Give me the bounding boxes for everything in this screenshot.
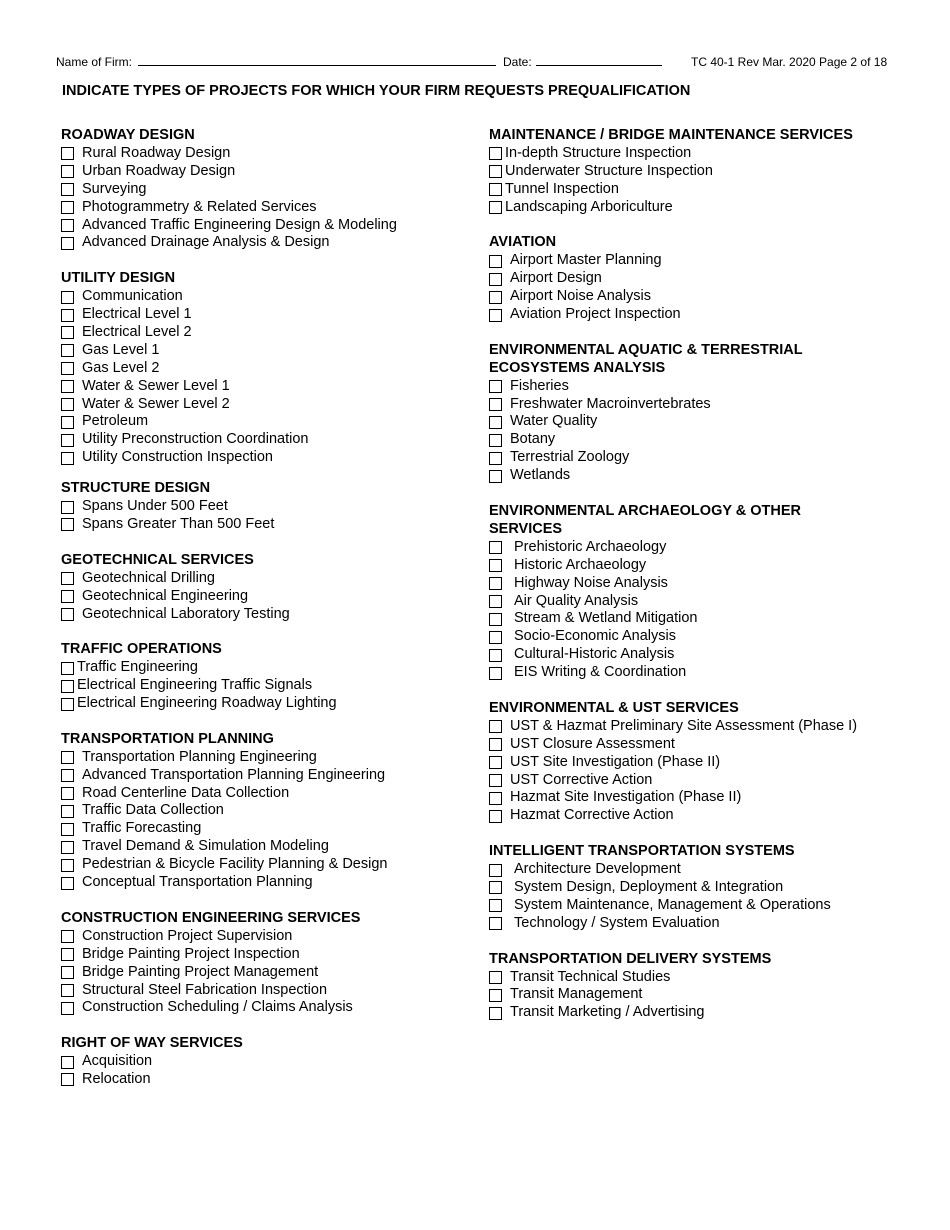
checkbox[interactable] bbox=[489, 577, 502, 590]
checkbox-item-bridge-painting-project-inspection[interactable] bbox=[61, 946, 481, 964]
checkbox-label: Freshwater Macroinvertebrates bbox=[510, 395, 711, 412]
checkbox[interactable] bbox=[61, 877, 74, 890]
checkbox[interactable] bbox=[489, 201, 502, 214]
section-structure-design bbox=[61, 480, 481, 534]
checkbox-item-urban-roadway-design[interactable] bbox=[61, 163, 481, 181]
checkbox[interactable] bbox=[489, 595, 502, 608]
checkbox-item-historic-archaeology[interactable] bbox=[489, 557, 934, 575]
checkbox[interactable] bbox=[61, 1002, 74, 1015]
checkbox[interactable] bbox=[61, 344, 74, 357]
checkbox-item-construction-scheduling-claims-analysis[interactable] bbox=[61, 999, 481, 1017]
checkbox[interactable] bbox=[489, 183, 502, 196]
checkbox-item-rural-roadway-design[interactable] bbox=[61, 145, 481, 163]
checkbox-item-pedestrian-and-bicycle-facility-planning-and-design[interactable] bbox=[61, 856, 481, 874]
checkbox-label: Utility Preconstruction Coordination bbox=[82, 431, 309, 448]
checkbox[interactable] bbox=[61, 398, 74, 411]
checkbox-label: Geotechnical Laboratory Testing bbox=[82, 605, 290, 622]
checkbox[interactable] bbox=[489, 649, 502, 662]
checkbox[interactable] bbox=[489, 756, 502, 769]
section-environmental-and-ust-services bbox=[489, 700, 934, 825]
checkbox-item-cultural-historic-analysis[interactable] bbox=[489, 646, 934, 664]
date-label: Date: bbox=[503, 55, 532, 69]
checkbox-item-underwater-structure-inspection[interactable] bbox=[489, 163, 934, 181]
checkbox[interactable] bbox=[61, 680, 74, 693]
checkbox[interactable] bbox=[489, 899, 502, 912]
checkbox-item-structural-steel-fabrication-inspection[interactable] bbox=[61, 982, 481, 1000]
checkbox-label: Gas Level 1 bbox=[82, 341, 160, 358]
checkbox-item-ust-closure-assessment[interactable] bbox=[489, 736, 934, 754]
checkbox-label: Geotechnical Engineering bbox=[82, 587, 249, 604]
section-environmental-archaeology-and-other-services bbox=[489, 503, 934, 682]
checkbox-label: Spans Greater Than 500 Feet bbox=[82, 516, 275, 533]
checkbox-label: Bridge Painting Project Management bbox=[82, 963, 319, 980]
checkbox-label: System Design, Deployment & Integration bbox=[514, 878, 784, 895]
checkbox-label: Electrical Level 1 bbox=[82, 306, 192, 323]
checkbox-label: Transit Management bbox=[510, 986, 643, 1003]
checkbox[interactable] bbox=[489, 452, 502, 465]
checkbox-item-utility-construction-inspection[interactable] bbox=[61, 449, 481, 467]
section-title: INTELLIGENT TRANSPORTATION SYSTEMS bbox=[489, 843, 795, 860]
checkbox-label: Construction Scheduling / Claims Analysis bbox=[82, 999, 353, 1016]
section-geotechnical-services bbox=[61, 552, 481, 624]
checkbox-item-ust-and-hazmat-preliminary-site-assessment-phase-i[interactable] bbox=[489, 718, 934, 736]
checkbox-item-ust-corrective-action[interactable] bbox=[489, 772, 934, 790]
section-title: TRAFFIC OPERATIONS bbox=[61, 641, 222, 658]
checkbox[interactable] bbox=[61, 201, 74, 214]
section-construction-engineering-services bbox=[61, 910, 481, 1017]
checkbox-label: Traffic Forecasting bbox=[82, 820, 202, 837]
checkbox-item-water-quality[interactable] bbox=[489, 413, 934, 431]
checkbox-item-geotechnical-drilling[interactable] bbox=[61, 570, 481, 588]
checkbox-label: Traffic Data Collection bbox=[82, 802, 224, 819]
checkbox[interactable] bbox=[61, 165, 74, 178]
checkbox-item-transit-marketing-advertising[interactable] bbox=[489, 1004, 934, 1022]
section-maintenance-bridge-maintenance-services bbox=[489, 127, 934, 217]
checkbox-label: Conceptual Transportation Planning bbox=[82, 874, 313, 891]
checkbox-label: Water & Sewer Level 2 bbox=[82, 395, 230, 412]
checkbox[interactable] bbox=[61, 930, 74, 943]
checkbox[interactable] bbox=[61, 237, 74, 250]
checkbox-label: Acquisition bbox=[82, 1053, 153, 1070]
checkbox-label: In-depth Structure Inspection bbox=[505, 144, 692, 161]
checkbox-item-road-centerline-data-collection[interactable] bbox=[61, 785, 481, 803]
checkbox-label: Surveying bbox=[82, 180, 147, 197]
checkbox-label: Advanced Traffic Engineering Design & Modeling bbox=[82, 216, 397, 233]
checkbox[interactable] bbox=[489, 398, 502, 411]
checkbox-item-tunnel-inspection[interactable] bbox=[489, 181, 934, 199]
section-utility-design bbox=[61, 270, 481, 467]
checkbox[interactable] bbox=[61, 787, 74, 800]
checkbox-label: Architecture Development bbox=[514, 861, 681, 878]
section-title: ENVIRONMENTAL AQUATIC & TERRESTRIAL ECOSYSTEMS ANALYSIS bbox=[489, 341, 803, 376]
checkbox-item-gas-level-2[interactable] bbox=[61, 360, 481, 378]
checkbox-item-system-maintenance-management-and-operations[interactable] bbox=[489, 897, 934, 915]
checkbox[interactable] bbox=[489, 273, 502, 286]
checkbox-item-utility-preconstruction-coordination[interactable] bbox=[61, 431, 481, 449]
checkbox-label: UST Corrective Action bbox=[510, 771, 653, 788]
checkbox[interactable] bbox=[489, 631, 502, 644]
checkbox[interactable] bbox=[61, 608, 74, 621]
checkbox-item-transit-technical-studies[interactable] bbox=[489, 969, 934, 987]
checkbox-label: Technology / System Evaluation bbox=[514, 914, 720, 931]
checkbox-label: Road Centerline Data Collection bbox=[82, 784, 290, 801]
checkbox-label: Tunnel Inspection bbox=[505, 180, 619, 197]
checkbox[interactable] bbox=[489, 864, 502, 877]
checkbox-label: Photogrammetry & Related Services bbox=[82, 198, 317, 215]
checkbox[interactable] bbox=[61, 147, 74, 160]
checkbox-label: Construction Project Supervision bbox=[82, 927, 293, 944]
checkbox-label: Structural Steel Fabrication Inspection bbox=[82, 981, 328, 998]
checkbox-label: Hazmat Corrective Action bbox=[510, 807, 674, 824]
checkbox-item-ust-site-investigation-phase-ii[interactable] bbox=[489, 754, 934, 772]
checkbox-label: System Maintenance, Management & Operations bbox=[514, 896, 831, 913]
section-title: TRANSPORTATION DELIVERY SYSTEMS bbox=[489, 950, 772, 967]
checkbox-label: Bridge Painting Project Inspection bbox=[82, 945, 300, 962]
checkbox-label: Electrical Level 2 bbox=[82, 323, 192, 340]
checkbox-label: Advanced Drainage Analysis & Design bbox=[82, 234, 330, 251]
checkbox-item-system-design-deployment-and-integration[interactable] bbox=[489, 879, 934, 897]
checkbox-item-freshwater-macroinvertebrates[interactable] bbox=[489, 396, 934, 414]
checkbox-label: Hazmat Site Investigation (Phase II) bbox=[510, 789, 742, 806]
checkbox[interactable] bbox=[61, 1073, 74, 1086]
checkbox[interactable] bbox=[61, 309, 74, 322]
checkbox[interactable] bbox=[489, 309, 502, 322]
checkbox-label: UST & Hazmat Preliminary Site Assessment (Phase I) bbox=[510, 717, 858, 734]
checkbox-label: Utility Construction Inspection bbox=[82, 449, 273, 466]
checkbox-item-aviation-project-inspection[interactable] bbox=[489, 306, 934, 324]
checkbox-item-landscaping-arboriculture[interactable] bbox=[489, 199, 934, 217]
checkbox[interactable] bbox=[489, 774, 502, 787]
checkbox-label: Geotechnical Drilling bbox=[82, 569, 215, 586]
checkbox[interactable] bbox=[61, 416, 74, 429]
checkbox[interactable] bbox=[61, 219, 74, 232]
checkbox-item-fisheries[interactable] bbox=[489, 378, 934, 396]
section-roadway-design bbox=[61, 127, 481, 252]
checkbox-label: UST Site Investigation (Phase II) bbox=[510, 753, 721, 770]
checkbox[interactable] bbox=[61, 698, 74, 711]
left-column bbox=[61, 127, 481, 1107]
section-title: ENVIRONMENTAL ARCHAEOLOGY & OTHER SERVICES bbox=[489, 502, 802, 537]
checkbox-item-water-and-sewer-level-1[interactable] bbox=[61, 378, 481, 396]
checkbox-label: Historic Archaeology bbox=[514, 556, 647, 573]
checkbox[interactable] bbox=[489, 291, 502, 304]
checkbox-label: Cultural-Historic Analysis bbox=[514, 646, 675, 663]
checkbox-item-geotechnical-laboratory-testing[interactable] bbox=[61, 606, 481, 624]
section-aviation bbox=[489, 234, 934, 324]
checkbox[interactable] bbox=[61, 501, 74, 514]
checkbox[interactable] bbox=[61, 183, 74, 196]
checkbox-label: Electrical Engineering Roadway Lighting bbox=[77, 695, 337, 712]
section-title: ROADWAY DESIGN bbox=[61, 127, 195, 143]
checkbox-item-in-depth-structure-inspection[interactable] bbox=[489, 145, 934, 163]
section-right-of-way-services bbox=[61, 1035, 481, 1089]
section-title: GEOTECHNICAL SERVICES bbox=[61, 551, 254, 568]
checkbox-item-geotechnical-engineering[interactable] bbox=[61, 588, 481, 606]
checkbox[interactable] bbox=[489, 380, 502, 393]
checkbox[interactable] bbox=[489, 165, 502, 178]
checkbox-label: Terrestrial Zoology bbox=[510, 449, 630, 466]
checkbox-label: Highway Noise Analysis bbox=[514, 574, 668, 591]
checkbox-item-advanced-transportation-planning-engineering[interactable] bbox=[61, 767, 481, 785]
checkbox[interactable] bbox=[489, 434, 502, 447]
section-traffic-operations bbox=[61, 641, 481, 713]
checkbox[interactable] bbox=[61, 434, 74, 447]
checkbox-item-eis-writing-and-coordination[interactable] bbox=[489, 664, 934, 682]
checkbox[interactable] bbox=[489, 559, 502, 572]
checkbox-label: Underwater Structure Inspection bbox=[505, 162, 713, 179]
section-title: TRANSPORTATION PLANNING bbox=[61, 730, 274, 747]
page-title: INDICATE TYPES OF PROJECTS FOR WHICH YOUR FIRM REQUESTS PREQUALIFICATION bbox=[62, 83, 691, 99]
checkbox[interactable] bbox=[61, 823, 74, 836]
checkbox-item-traffic-forecasting[interactable] bbox=[61, 820, 481, 838]
checkbox[interactable] bbox=[61, 380, 74, 393]
section-title: MAINTENANCE / BRIDGE MAINTENANCE SERVICES bbox=[489, 127, 853, 143]
section-transportation-delivery-systems bbox=[489, 951, 934, 1023]
checkbox-label: UST Closure Assessment bbox=[510, 735, 675, 752]
checkbox-item-construction-project-supervision[interactable] bbox=[61, 928, 481, 946]
checkbox[interactable] bbox=[489, 989, 502, 1002]
checkbox-label: Transportation Planning Engineering bbox=[82, 748, 317, 765]
checkbox-item-transit-management[interactable] bbox=[489, 986, 934, 1004]
checkbox-item-highway-noise-analysis[interactable] bbox=[489, 575, 934, 593]
checkbox[interactable] bbox=[61, 518, 74, 531]
checkbox[interactable] bbox=[61, 859, 74, 872]
checkbox-item-hazmat-site-investigation-phase-ii[interactable] bbox=[489, 789, 934, 807]
checkbox[interactable] bbox=[489, 917, 502, 930]
section-title: RIGHT OF WAY SERVICES bbox=[61, 1035, 243, 1052]
checkbox-item-socio-economic-analysis[interactable] bbox=[489, 628, 934, 646]
checkbox-label: Water & Sewer Level 1 bbox=[82, 377, 230, 394]
checkbox[interactable] bbox=[61, 948, 74, 961]
checkbox[interactable] bbox=[489, 1007, 502, 1020]
checkbox-label: Pedestrian & Bicycle Facility Planning & Design bbox=[82, 856, 388, 873]
checkbox-label: Socio-Economic Analysis bbox=[514, 628, 676, 645]
section-title: AVIATION bbox=[489, 234, 557, 251]
checkbox-item-relocation[interactable] bbox=[61, 1071, 481, 1089]
checkbox-item-electrical-level-2[interactable] bbox=[61, 324, 481, 342]
right-column bbox=[489, 127, 934, 1040]
checkbox-item-hazmat-corrective-action[interactable] bbox=[489, 807, 934, 825]
checkbox[interactable] bbox=[489, 541, 502, 554]
checkbox-label: Air Quality Analysis bbox=[514, 592, 639, 609]
checkbox[interactable] bbox=[61, 326, 74, 339]
checkbox[interactable] bbox=[489, 613, 502, 626]
checkbox-label: Water Quality bbox=[510, 413, 598, 430]
checkbox-label: Communication bbox=[82, 288, 183, 305]
checkbox[interactable] bbox=[61, 291, 74, 304]
checkbox-item-advanced-drainage-analysis-and-design[interactable] bbox=[61, 234, 481, 252]
section-title: ENVIRONMENTAL & UST SERVICES bbox=[489, 699, 739, 716]
checkbox-item-stream-and-wetland-mitigation[interactable] bbox=[489, 610, 934, 628]
checkbox[interactable] bbox=[61, 769, 74, 782]
checkbox[interactable] bbox=[489, 255, 502, 268]
section-transportation-planning bbox=[61, 731, 481, 892]
checkbox-item-traffic-data-collection[interactable] bbox=[61, 802, 481, 820]
checkbox-item-prehistoric-archaeology[interactable] bbox=[489, 539, 934, 557]
firm-name-field[interactable] bbox=[138, 65, 496, 66]
section-environmental-aquatic-and-terrestrial-ecosystems-analysis bbox=[489, 342, 934, 485]
checkbox-label: EIS Writing & Coordination bbox=[514, 664, 687, 681]
checkbox-item-electrical-engineering-roadway-lighting[interactable] bbox=[61, 695, 481, 713]
checkbox[interactable] bbox=[61, 966, 74, 979]
checkbox-label: Urban Roadway Design bbox=[82, 162, 236, 179]
checkbox-label: Airport Design bbox=[510, 270, 602, 287]
checkbox-item-advanced-traffic-engineering-design-and-modeling[interactable] bbox=[61, 217, 481, 235]
form-id: TC 40-1 Rev Mar. 2020 Page 2 of 18 bbox=[691, 55, 888, 69]
checkbox-item-airport-master-planning[interactable] bbox=[489, 252, 934, 270]
checkbox-label: Landscaping Arboriculture bbox=[505, 198, 673, 215]
checkbox-item-water-and-sewer-level-2[interactable] bbox=[61, 396, 481, 414]
checkbox-item-traffic-engineering[interactable] bbox=[61, 659, 481, 677]
checkbox[interactable] bbox=[61, 984, 74, 997]
checkbox[interactable] bbox=[61, 362, 74, 375]
checkbox-label: Traffic Engineering bbox=[77, 659, 198, 676]
checkbox[interactable] bbox=[489, 720, 502, 733]
checkbox-item-wetlands[interactable] bbox=[489, 467, 934, 485]
checkbox[interactable] bbox=[489, 147, 502, 160]
checkbox-label: Aviation Project Inspection bbox=[510, 306, 681, 323]
checkbox[interactable] bbox=[61, 452, 74, 465]
checkbox-item-gas-level-1[interactable] bbox=[61, 342, 481, 360]
checkbox-label: Advanced Transportation Planning Engineering bbox=[82, 766, 386, 783]
checkbox[interactable] bbox=[61, 590, 74, 603]
checkbox-item-conceptual-transportation-planning[interactable] bbox=[61, 874, 481, 892]
checkbox[interactable] bbox=[489, 881, 502, 894]
date-field[interactable] bbox=[536, 65, 662, 66]
checkbox-label: Wetlands bbox=[510, 467, 571, 484]
checkbox-label: Fisheries bbox=[510, 377, 569, 394]
checkbox-label: Relocation bbox=[82, 1071, 151, 1088]
checkbox-label: Spans Under 500 Feet bbox=[82, 498, 228, 515]
checkbox-label: Travel Demand & Simulation Modeling bbox=[82, 838, 329, 855]
checkbox-label: Airport Master Planning bbox=[510, 252, 662, 269]
section-intelligent-transportation-systems bbox=[489, 843, 934, 933]
checkbox-item-architecture-development[interactable] bbox=[489, 861, 934, 879]
checkbox-item-surveying[interactable] bbox=[61, 181, 481, 199]
section-title: UTILITY DESIGN bbox=[61, 270, 176, 287]
checkbox-item-travel-demand-and-simulation-modeling[interactable] bbox=[61, 838, 481, 856]
checkbox-item-communication[interactable] bbox=[61, 288, 481, 306]
checkbox-item-spans-greater-than-500-feet[interactable] bbox=[61, 516, 481, 534]
section-title: STRUCTURE DESIGN bbox=[61, 480, 211, 497]
checkbox-item-technology-system-evaluation[interactable] bbox=[489, 915, 934, 933]
checkbox[interactable] bbox=[489, 792, 502, 805]
checkbox-label: Botany bbox=[510, 431, 556, 448]
checkbox-label: Stream & Wetland Mitigation bbox=[514, 610, 698, 627]
checkbox-item-electrical-engineering-traffic-signals[interactable] bbox=[61, 677, 481, 695]
checkbox-item-photogrammetry-and-related-services[interactable] bbox=[61, 199, 481, 217]
checkbox[interactable] bbox=[489, 416, 502, 429]
checkbox-item-transportation-planning-engineering[interactable] bbox=[61, 749, 481, 767]
checkbox[interactable] bbox=[61, 662, 74, 675]
checkbox-label: Petroleum bbox=[82, 413, 149, 430]
checkbox-label: Gas Level 2 bbox=[82, 359, 160, 376]
checkbox-item-air-quality-analysis[interactable] bbox=[489, 593, 934, 611]
checkbox-item-bridge-painting-project-management[interactable] bbox=[61, 964, 481, 982]
checkbox[interactable] bbox=[61, 572, 74, 585]
checkbox[interactable] bbox=[489, 470, 502, 483]
checkbox[interactable] bbox=[61, 1056, 74, 1069]
checkbox-item-electrical-level-1[interactable] bbox=[61, 306, 481, 324]
checkbox-item-airport-design[interactable] bbox=[489, 270, 934, 288]
firm-name-label: Name of Firm: bbox=[56, 55, 133, 69]
checkbox-item-spans-under-500-feet[interactable] bbox=[61, 498, 481, 516]
checkbox-label: Transit Marketing / Advertising bbox=[510, 1004, 705, 1021]
checkbox-item-airport-noise-analysis[interactable] bbox=[489, 288, 934, 306]
checkbox-label: Prehistoric Archaeology bbox=[514, 538, 667, 555]
checkbox[interactable] bbox=[61, 751, 74, 764]
checkbox[interactable] bbox=[61, 805, 74, 818]
checkbox[interactable] bbox=[61, 841, 74, 854]
checkbox-label: Transit Technical Studies bbox=[510, 968, 671, 985]
checkbox-label: Airport Noise Analysis bbox=[510, 288, 652, 305]
checkbox-item-terrestrial-zoology[interactable] bbox=[489, 449, 934, 467]
checkbox[interactable] bbox=[489, 810, 502, 823]
checkbox[interactable] bbox=[489, 971, 502, 984]
checkbox-item-acquisition[interactable] bbox=[61, 1053, 481, 1071]
checkbox-label: Rural Roadway Design bbox=[82, 144, 231, 161]
checkbox-label: Electrical Engineering Traffic Signals bbox=[77, 677, 313, 694]
checkbox-item-botany[interactable] bbox=[489, 431, 934, 449]
checkbox[interactable] bbox=[489, 738, 502, 751]
checkbox[interactable] bbox=[489, 667, 502, 680]
section-title: CONSTRUCTION ENGINEERING SERVICES bbox=[61, 909, 361, 926]
checkbox-item-petroleum[interactable] bbox=[61, 413, 481, 431]
